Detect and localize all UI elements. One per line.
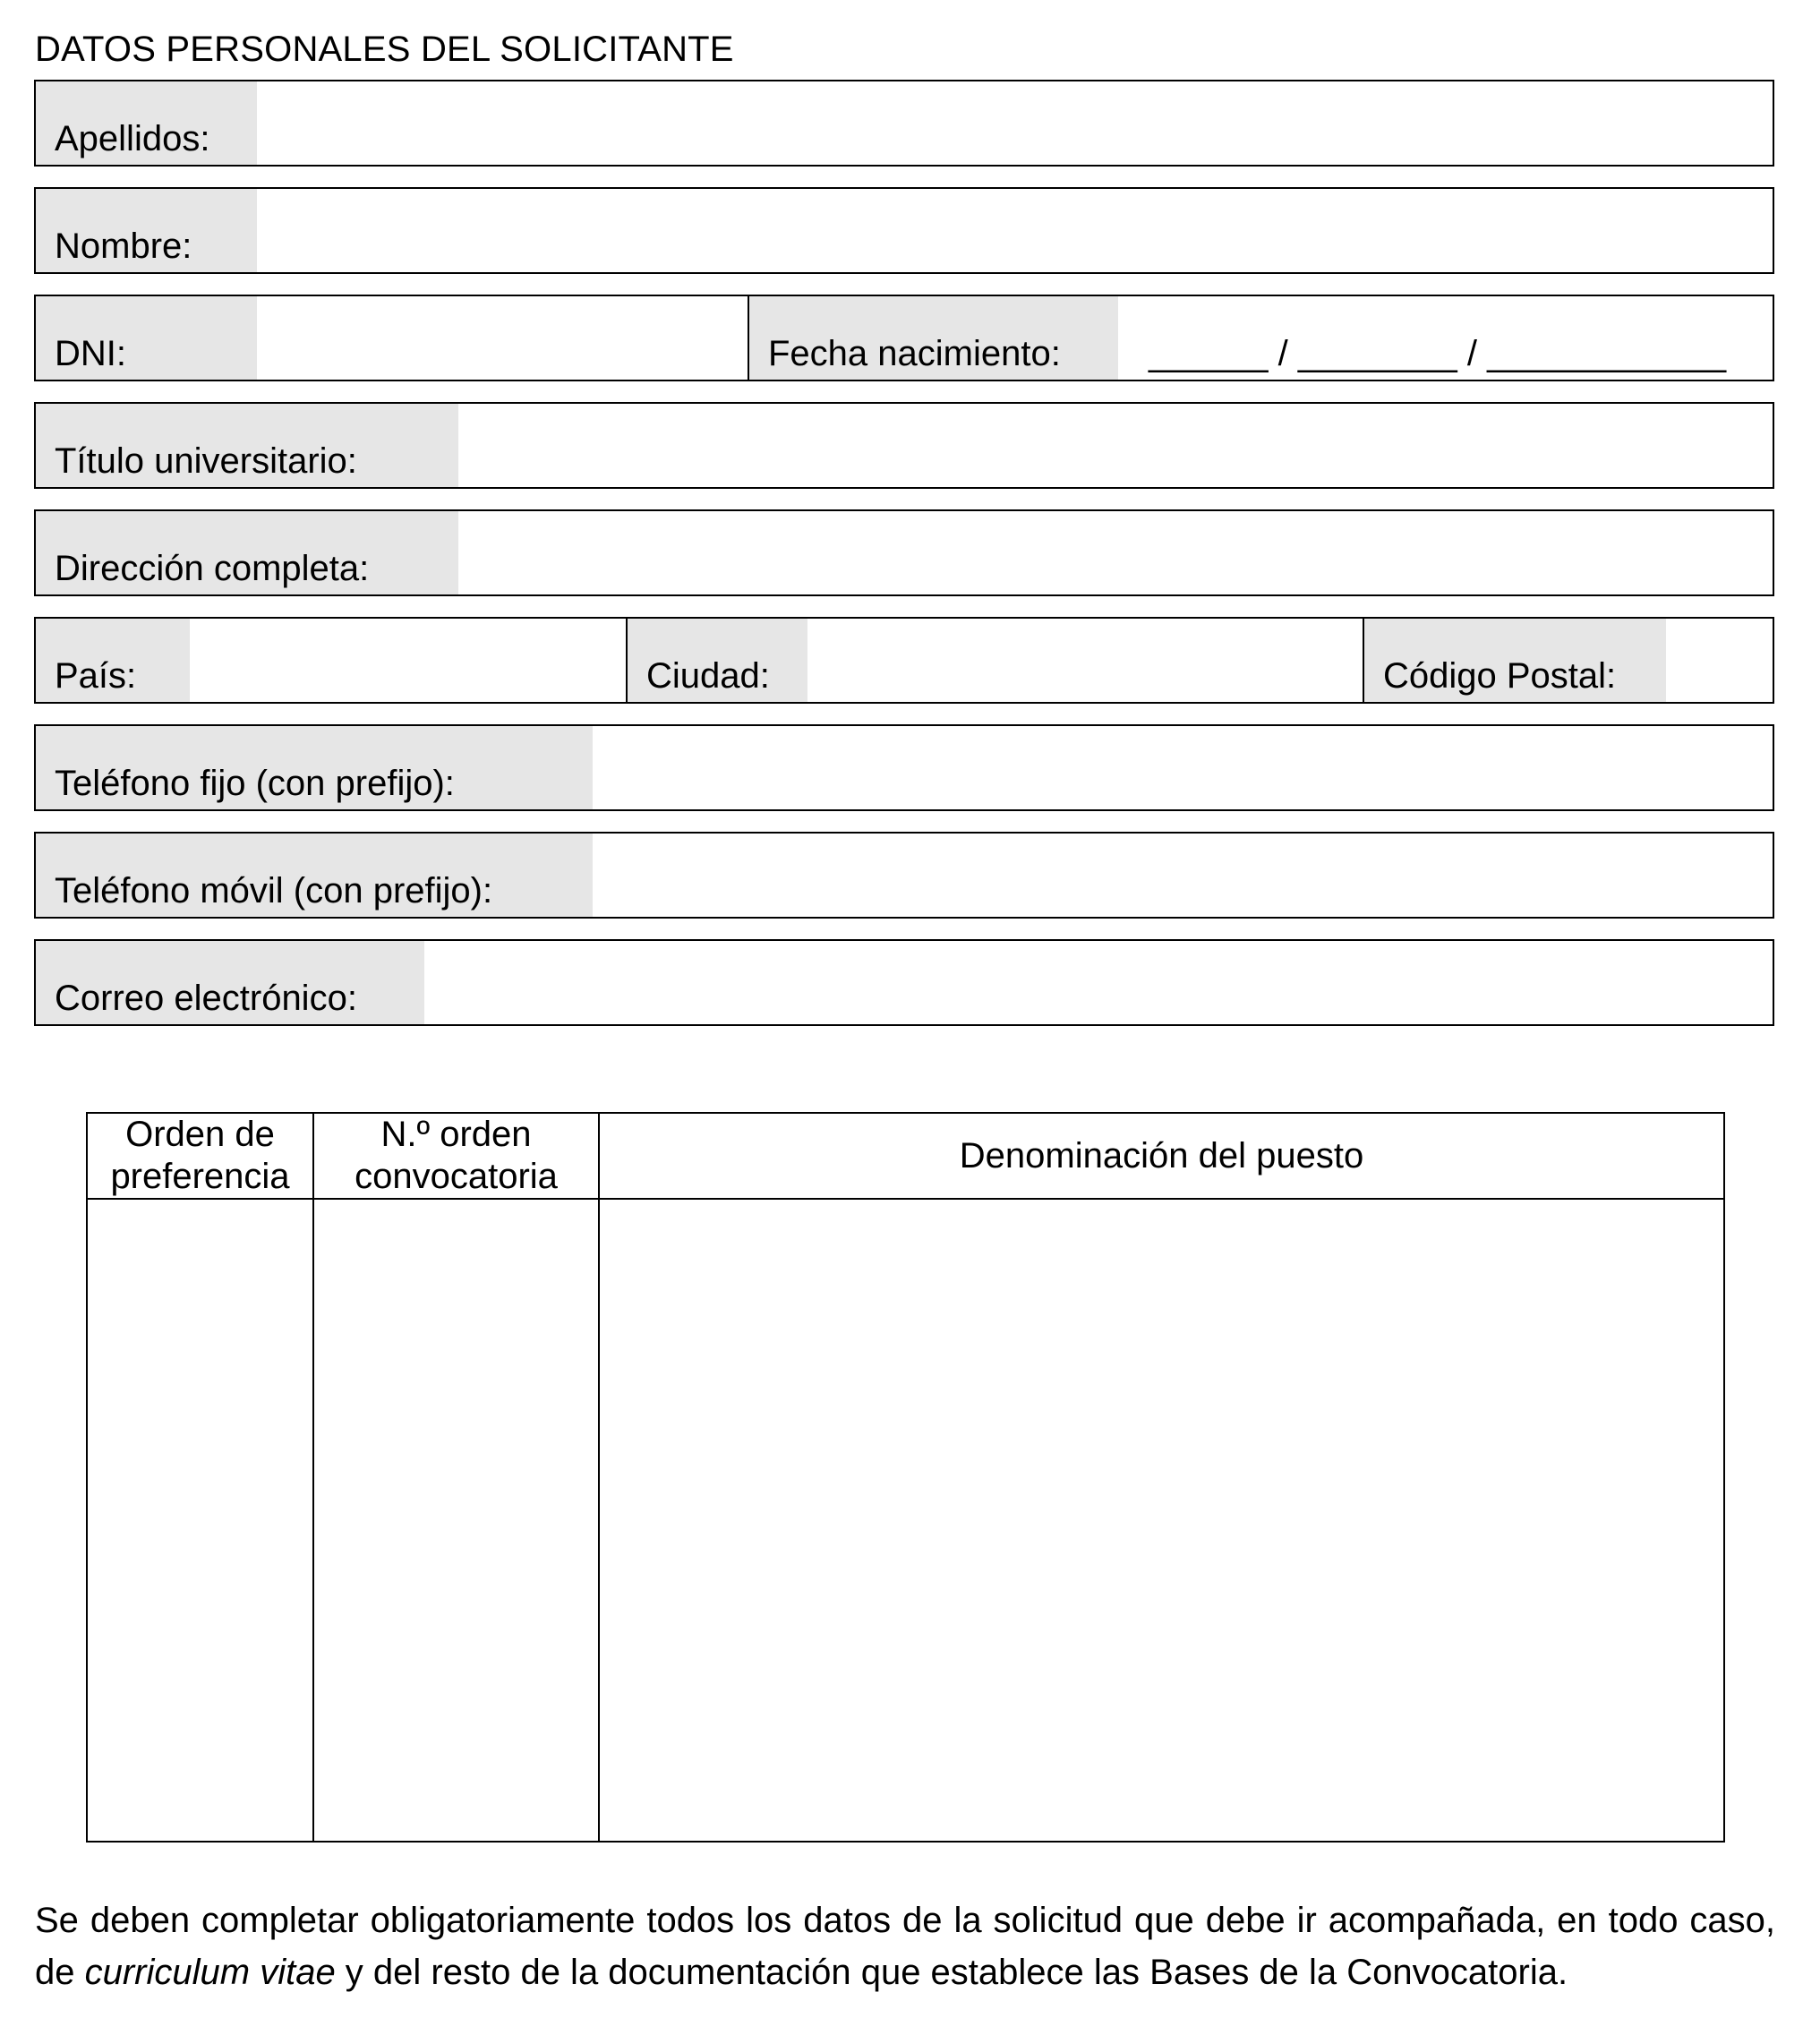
footer-text-after: y del resto de la documentación que establece las Bases de la Convocatoria. <box>335 1953 1568 1992</box>
telefono-fijo-row <box>34 724 1774 811</box>
pais-input[interactable] <box>190 619 626 702</box>
orden-preferencia-header <box>87 1113 313 1199</box>
section-title: DATOS PERSONALES DEL SOLICITANTE <box>35 30 734 69</box>
fecha-placeholder: ______ / ________ / ____________ <box>1149 334 1727 373</box>
telefono-fijo-label: Teléfono fijo (con prefijo): <box>55 764 455 803</box>
numero-orden-line1: N.º orden <box>380 1115 532 1154</box>
correo-input[interactable] <box>424 941 1773 1024</box>
footer-text-before: Se deben completar obligatoriamente todos los datos de la solicitud que debe ir acompañada, en todo caso, de <box>35 1901 1775 1992</box>
dni-fecha-row <box>34 295 1774 381</box>
telefono-fijo-input[interactable] <box>593 726 1773 809</box>
codigo-postal-label: Código Postal: <box>1383 656 1617 696</box>
numero-orden-line2: convocatoria <box>355 1157 558 1196</box>
fecha-label: Fecha nacimiento: <box>768 334 1061 373</box>
fecha-cell <box>748 296 1773 380</box>
fecha-input[interactable] <box>1118 296 1773 380</box>
ciudad-cell <box>626 619 1363 702</box>
pais-ciudad-cp-row <box>34 617 1774 704</box>
numero-orden-header <box>313 1113 599 1199</box>
titulo-row <box>34 402 1774 489</box>
codigo-postal-cell <box>1363 619 1773 702</box>
apellidos-label: Apellidos: <box>55 119 210 158</box>
orden-preferencia-cell[interactable] <box>87 1199 313 1842</box>
table-header-row <box>87 1113 1724 1199</box>
dni-label: DNI: <box>55 334 126 373</box>
pais-cell <box>36 619 626 702</box>
direccion-input[interactable] <box>458 511 1773 594</box>
pais-label: País: <box>55 656 137 696</box>
denominacion-cell[interactable] <box>599 1199 1724 1842</box>
apellidos-row <box>34 80 1774 167</box>
nombre-row <box>34 187 1774 274</box>
correo-row <box>34 939 1774 1026</box>
ciudad-label: Ciudad: <box>646 656 770 696</box>
correo-label: Correo electrónico: <box>55 979 357 1018</box>
telefono-movil-row <box>34 832 1774 919</box>
titulo-label: Título universitario: <box>55 441 357 481</box>
titulo-input[interactable] <box>458 404 1773 487</box>
direccion-label: Dirección completa: <box>55 549 370 588</box>
footer-note <box>35 1894 1775 1998</box>
apellidos-input[interactable] <box>257 81 1773 165</box>
dni-cell <box>36 296 748 380</box>
denominacion-header: Denominación del puesto <box>599 1113 1724 1199</box>
ciudad-input[interactable] <box>807 619 1363 702</box>
orden-preferencia-line1: Orden de <box>125 1115 275 1154</box>
orden-preferencia-line2: preferencia <box>110 1157 290 1196</box>
numero-orden-cell[interactable] <box>313 1199 599 1842</box>
nombre-input[interactable] <box>257 189 1773 272</box>
nombre-label: Nombre: <box>55 227 192 266</box>
telefono-movil-label: Teléfono móvil (con prefijo): <box>55 871 493 911</box>
telefono-movil-input[interactable] <box>593 834 1773 917</box>
dni-input[interactable] <box>257 296 748 380</box>
table-row <box>87 1199 1724 1842</box>
codigo-postal-input[interactable] <box>1666 619 1773 702</box>
footer-italic: curriculum vitae <box>84 1953 336 1992</box>
direccion-row <box>34 509 1774 596</box>
puestos-table <box>86 1112 1725 1843</box>
